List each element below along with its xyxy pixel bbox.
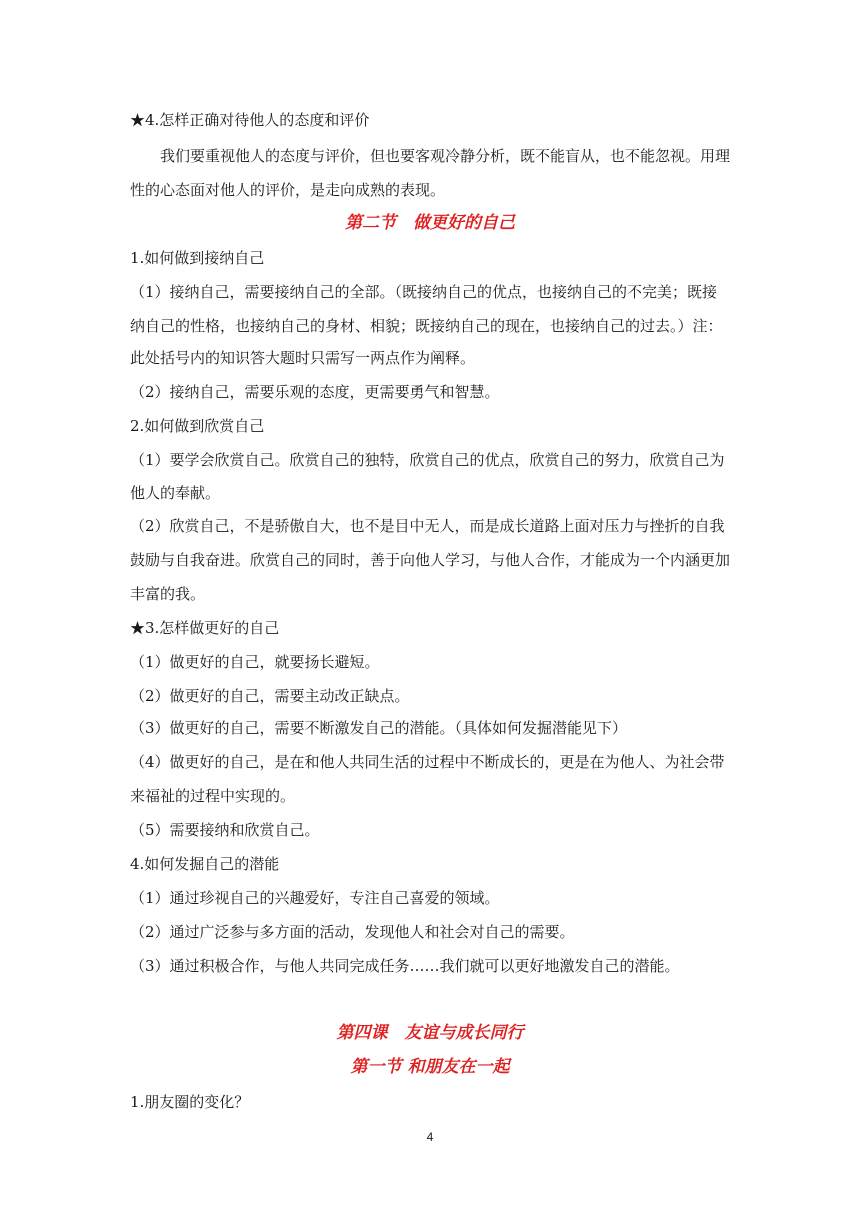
question-heading: ★3.怎样做更好的自己 — [130, 619, 280, 637]
paragraph-line: （1）做更好的自己，就要扬长避短。 — [130, 653, 380, 671]
paragraph-line: 性的心态面对他人的评价，是走向成熟的表现。 — [130, 181, 446, 199]
paragraph-line: （3）做更好的自己，需要不断激发自己的潜能。（具体如何发掘潜能见下） — [130, 719, 628, 737]
section-heading: 第二节 做更好的自己 — [345, 213, 515, 233]
question-heading: 2.如何做到欣赏自己 — [130, 417, 265, 435]
paragraph-line: 来福祉的过程中实现的。 — [130, 787, 296, 805]
question-heading: 1.如何做到接纳自己 — [130, 249, 265, 267]
paragraph-line: （2）通过广泛参与多方面的活动，发现他人和社会对自己的需要。 — [130, 923, 575, 941]
paragraph-line: （1）接纳自己，需要接纳自己的全部。（既接纳自己的优点，也接纳自己的不完美；既接 — [130, 283, 718, 301]
paragraph-line: 鼓励与自我奋进。欣赏自己的同时，善于向他人学习，与他人合作，才能成为一个内涵更加 — [130, 551, 731, 569]
paragraph-line: （4）做更好的自己，是在和他人共同生活的过程中不断成长的，更是在为他人、为社会带 — [130, 753, 725, 771]
paragraph-line: 此处括号内的知识答大题时只需写一两点作为阐释。 — [130, 349, 476, 367]
paragraph-line: 他人的奉献。 — [130, 484, 221, 502]
paragraph-line: （1）要学会欣赏自己。欣赏自己的独特，欣赏自己的优点，欣赏自己的努力，欣赏自己为 — [130, 451, 725, 469]
paragraph-line: （2）做更好的自己，需要主动改正缺点。 — [130, 687, 410, 705]
lesson-heading: 第四课 友谊与成长同行 — [336, 1023, 524, 1043]
paragraph-line: 纳自己的性格，也接纳自己的身材、相貌；既接纳自己的现在，也接纳自己的过去。）注： — [130, 317, 723, 335]
question-heading: 1.朋友圈的变化？ — [130, 1093, 250, 1111]
paragraph-line: 丰富的我。 — [130, 585, 206, 603]
question-heading: ★4.怎样正确对待他人的态度和评价 — [130, 111, 370, 129]
page-number: 4 — [426, 1130, 434, 1144]
paragraph-line: （2）接纳自己，需要乐观的态度，更需要勇气和智慧。 — [130, 383, 500, 401]
section-heading: 第一节 和朋友在一起 — [350, 1057, 510, 1077]
paragraph-line: （5）需要接纳和欣赏自己。 — [130, 821, 320, 839]
paragraph-line: 我们要重视他人的态度与评价，但也要客观冷静分析，既不能盲从，也不能忽视。用理 — [160, 147, 731, 165]
paragraph-line: （3）通过积极合作，与他人共同完成任务……我们就可以更好地激发自己的潜能。 — [130, 957, 680, 975]
paragraph-line: （1）通过珍视自己的兴趣爱好，专注自己喜爱的领域。 — [130, 889, 500, 907]
question-heading: 4.如何发掘自己的潜能 — [130, 855, 280, 873]
paragraph-line: （2）欣赏自己，不是骄傲自大，也不是目中无人，而是成长道路上面对压力与挫折的自我 — [130, 517, 725, 535]
